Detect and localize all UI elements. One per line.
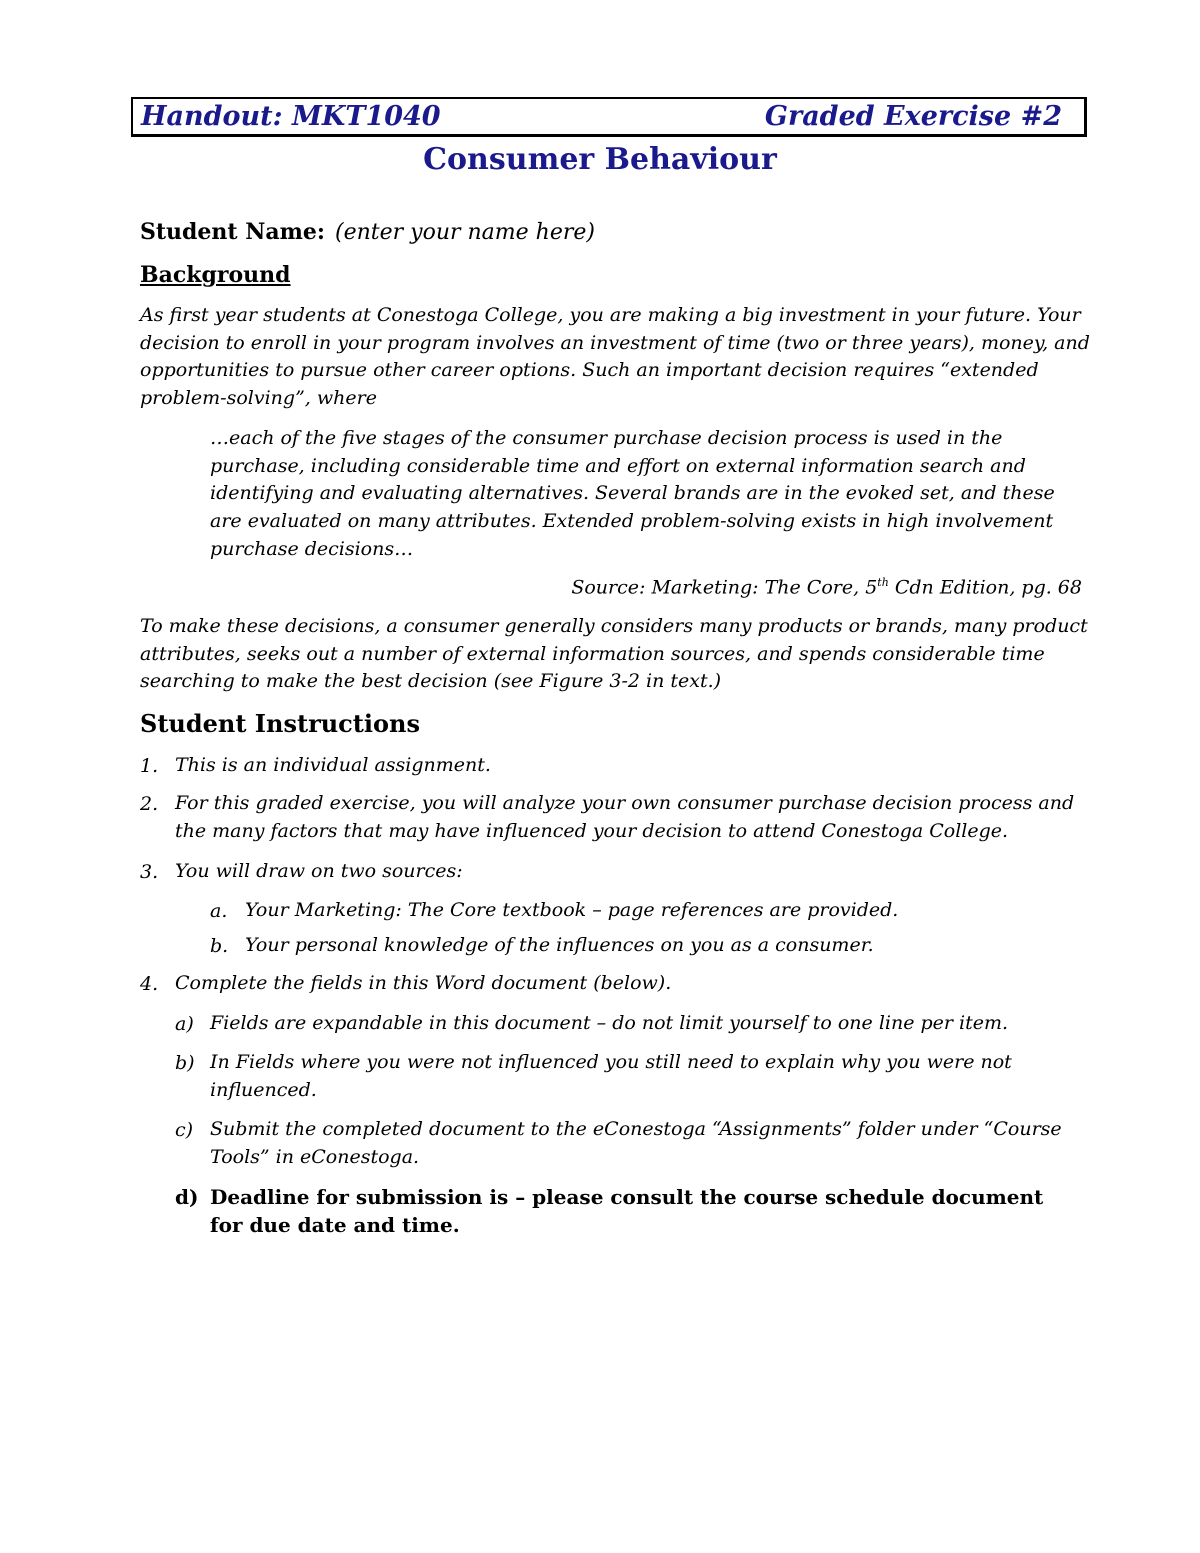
background-paragraph: As first year students at Conestoga College, you are making a big investment in your future. Your decision to enroll in your program involves an investment of time (two or three years), money, and opportunities to pursue other career options. Such an important decision requires “extended problem-solving”, where [140, 304, 1090, 410]
handout-header [131, 97, 1087, 137]
deadline-note: Deadline for submission is – please consult the course schedule document for due date and time. [210, 1185, 1044, 1237]
sub-item-letter: c) [175, 1119, 194, 1141]
source-item-letter: b. [210, 935, 229, 957]
sub-item-letter: d) [175, 1185, 199, 1209]
sub-item: Submit the completed document to the eConestoga “Assignments” folder under “Course Tools” in eConestoga. [210, 1118, 1062, 1168]
sub-item-letter: b) [175, 1052, 195, 1074]
source-item-letter: a. [210, 900, 228, 922]
textbook-quote: …each of the five stages of the consumer purchase decision process is used in the purchase, including considerable time and effort on external information search and identifying and evaluating alternatives. Several brands are in the evoked set, and these are evaluated on many attributes. Extended problem-solving exists in high involvement purchase decisions… [210, 427, 1055, 560]
exercise-number: Graded Exercise #2 [764, 101, 1062, 132]
list-item: For this graded exercise, you will analyze your own consumer purchase decision process and the many factors that may have influenced your decision to attend Conestoga College. [175, 792, 1075, 842]
list-item-number: 1. [140, 755, 159, 777]
sub-item: In Fields where you were not influenced you still need to explain why you were not influenced. [210, 1051, 1012, 1101]
list-item: You will draw on two sources: [175, 860, 463, 882]
instructions-heading: Student Instructions [140, 709, 420, 738]
student-name-row [140, 219, 595, 245]
student-name-field[interactable]: (enter your name here) [335, 220, 595, 245]
source-item: Your Marketing: The Core textbook – page references are provided. [245, 899, 899, 921]
list-item-number: 2. [140, 793, 159, 815]
handout-course-code: Handout: MKT1040 [141, 101, 441, 132]
sub-item-letter: a) [175, 1013, 194, 1035]
list-item: This is an individual assignment. [175, 754, 491, 776]
page-title: Consumer Behaviour [423, 142, 777, 177]
quote-source [571, 576, 1082, 598]
source-text-end: Cdn Edition, pg. 68 [888, 576, 1082, 599]
list-item: Complete the fields in this Word document (below). [175, 972, 672, 994]
list-item-number: 3. [140, 861, 159, 883]
background-heading: Background [140, 262, 291, 288]
source-superscript: th [877, 576, 889, 589]
background-paragraph-2: To make these decisions, a consumer generally considers many products or brands, many product attributes, seeks out a number of external information sources, and spends considerable time searching to make the best decision (see Figure 3-2 in text.) [140, 615, 1088, 693]
source-item: Your personal knowledge of the influences on you as a consumer. [245, 934, 874, 956]
source-text: Source: Marketing: The Core, 5 [571, 576, 878, 599]
sub-item: Fields are expandable in this document – do not limit yourself to one line per item. [210, 1012, 1009, 1034]
student-name-label: Student Name: [140, 219, 326, 245]
list-item-number: 4. [140, 973, 159, 995]
